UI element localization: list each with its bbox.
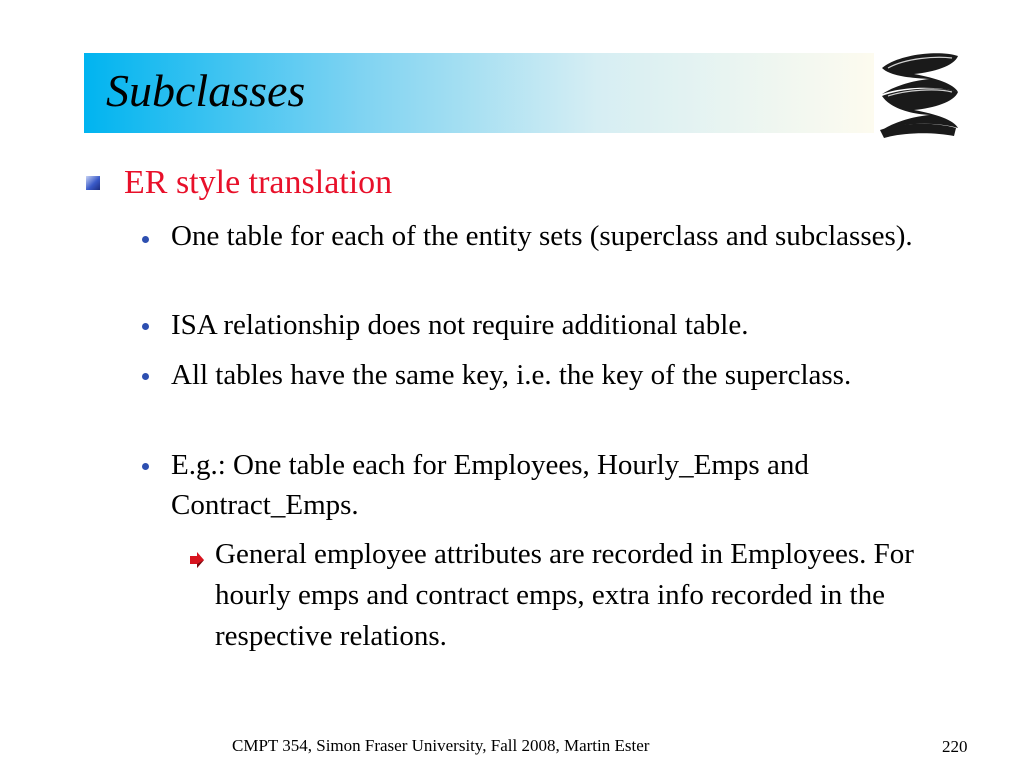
bullet-item: All tables have the same key, i.e. the key of the superclass. [171, 359, 852, 391]
bullet-dot-icon [142, 373, 149, 380]
bullet-item: One table for each of the entity sets (superclass and subclasses). [171, 220, 913, 252]
bullet-item: E.g.: One table each for Employees, Hourly_Emps and Contract_Emps. [171, 449, 809, 521]
page-number: 220 [942, 737, 968, 756]
bullet-dot-icon [142, 463, 149, 470]
square-bullet-icon [86, 176, 100, 190]
slide-heading: ER style translation [124, 164, 393, 201]
bullet-dot-icon [142, 323, 149, 330]
arrow-bullet-icon [189, 552, 205, 568]
footer-course: CMPT 354, Simon Fraser University, Fall 2008, Martin Ester [232, 736, 650, 755]
slide-title: Subclasses [106, 65, 306, 116]
sub-bullet-item: General employee attributes are recorded in Employees. For hourly emps and contract emps, extra info recorded in the respective relations. [215, 538, 914, 652]
bullet-dot-icon [142, 236, 149, 243]
bullet-item: ISA relationship does not require additional table. [171, 309, 749, 341]
